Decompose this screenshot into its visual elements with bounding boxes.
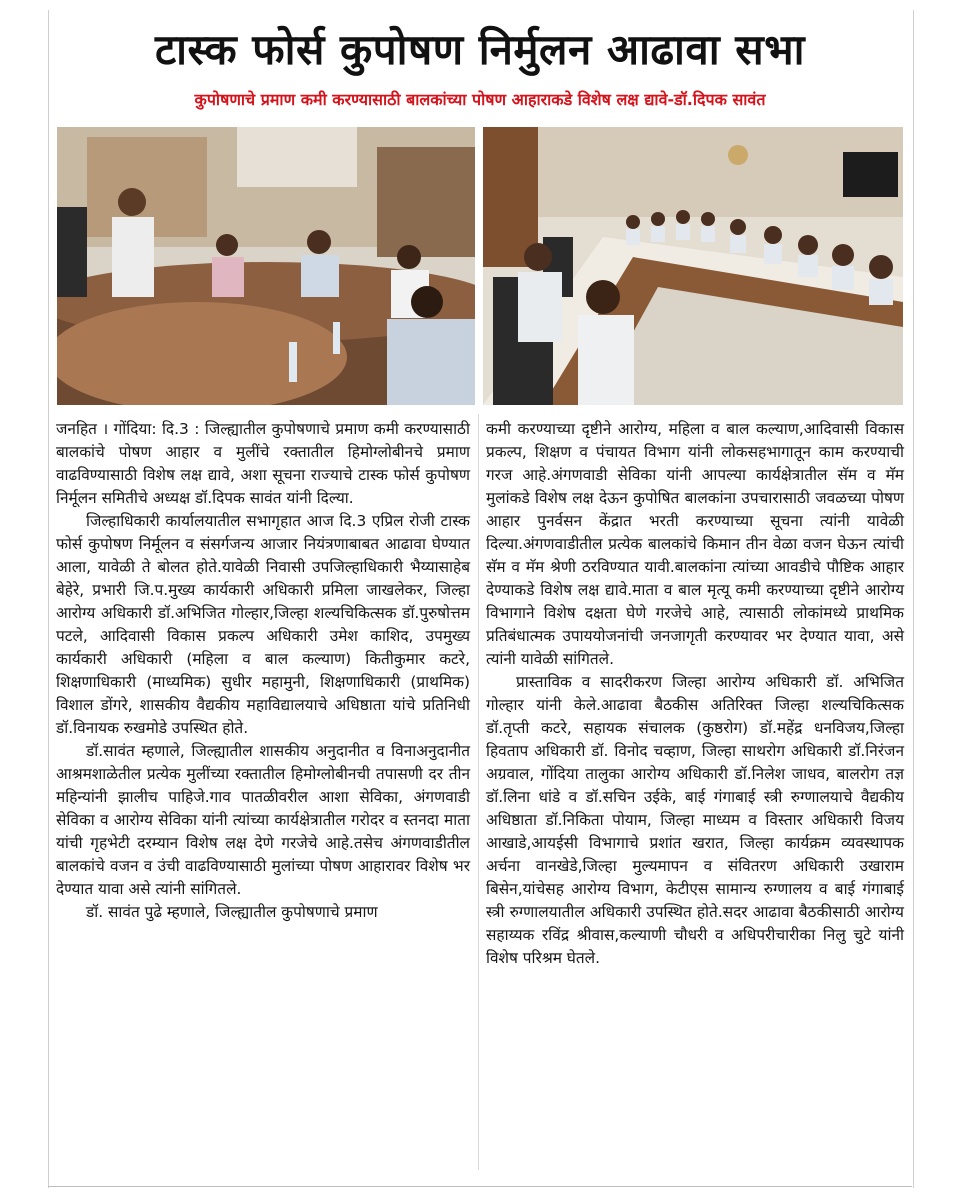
conference-hall-photo (483, 127, 903, 405)
article-column-left (56, 418, 470, 924)
meeting-photo (57, 127, 475, 405)
conference-hall-photo-icon (483, 127, 903, 405)
paragraph: कमी करण्याच्या दृष्टीने आरोग्य, महिला व बाल कल्याण,आदिवासी विकास प्रकल्प, शिक्षण व पंचायत विभाग यांनी लोकसहभागातून काम करण्याची गरज आहे.अंगणवाडी सेविका यांनी आपल्या कार्यक्षेत्रातील सॅम व मॅम मुलांकडे विशेष लक्ष देऊन कुपोषित बालकांना उपचारासाठी जवळच्या पोषण आहार पुनर्वसन केंद्रात भरती करण्याच्या सूचना त्यांनी यावेळी दिल्या.अंगणवाडीतील प्रत्येक बालकांचे किमान तीन वेळा वजन घेऊन त्यांची सॅम व मॅम श्रेणी ठरविण्यात यावी.बालकांना त्यांच्या आवडीचे पौष्टिक आहार देण्याकडे विशेष लक्ष द्यावे.माता व बाल मृत्यू कमी करण्याच्या दृष्टीने आरोग्य विभागाने विशेष दक्षता घेणे गरजेचे आहे, त्यासाठी लोकांमध्ये प्राथमिक प्रतिबंधात्मक उपाययोजनांची जनजागृती करण्यावर भर देण्यात यावा, असे त्यांनी यावेळी सांगितले. (486, 420, 904, 668)
meeting-photo-icon (57, 127, 475, 405)
bottom-rule (48, 1186, 912, 1187)
article-column-right (486, 418, 904, 970)
paragraph: जनहित । गोंदिया: दि.3 : जिल्ह्यातील कुपोषणाचे प्रमाण कमी करण्यासाठी बालकांचे पोषण आहार व मुलींचे रक्तातील हिमोग्लोबीनचे प्रमाण वाढविण्यासाठी विशेष लक्ष द्यावे, अशा सूचना राज्याचे टास्क फोर्स कुपोषण निर्मूलन समितीचे अध्यक्ष डॉ.दिपक सावंत यांनी दिल्या. (56, 420, 470, 507)
paragraph: डॉ.सावंत म्हणाले, जिल्ह्यातील शासकीय अनुदानीत व विनाअनुदानीत आश्रमशाळेतील प्रत्येक मुलींच्या रक्तातील हिमोग्लोबीनची तपासणी दर तीन महिन्यांनी झालीच पाहिजे.गाव पातळीवरील आशा सेविका, अंगणवाडी सेविका व आरोग्य सेविका यांनी त्यांच्या कार्यक्षेत्रातील गरोदर व स्तनदा माता यांची गृहभेटी दरम्यान विशेष लक्ष देणे गरजेचे आहे.तसेच अंगणवाडीतील बालकांचे वजन व उंची वाढविण्यासाठी मुलांच्या पोषण आहारावर विशेष भर देण्यात यावा असे त्यांनी सांगितले. (56, 742, 470, 898)
column-divider (478, 414, 479, 1170)
subheadline: कुपोषणाचे प्रमाण कमी करण्यासाठी बालकांच्या पोषण आहाराकडे विशेष लक्ष द्यावे-डॉ.दिपक सावंत (194, 90, 766, 109)
paragraph: प्रास्ताविक व सादरीकरण जिल्हा आरोग्य अधिकारी डॉ. अभिजित गोल्हार यांनी केले.आढावा बैठकीस अतिरिक्त जिल्हा शल्यचिकित्सक डॉ.तृप्ती कटरे, सहायक संचालक (कुष्ठरोग) डॉ.महेंद्र धनविजय,जिल्हा हिवताप अधिकारी डॉ. विनोद चव्हाण, जिल्हा साथरोग अधिकारी डॉ.निरंजन अग्रवाल, गोंदिया तालुका आरोग्य अधिकारी डॉ.निलेश जाधव, बालरोग तज्ञ डॉ.लिना धांडे व डॉ.सचिन उईके, बाई गंगाबाई स्त्री रुग्णालयाचे वैद्यकीय अधिष्ठाता डॉ.निकिता पोयाम, जिल्हा माध्यम व विस्तार अधिकारी विजय आखाडे,आयईसी विभागाचे प्रशांत खरात, जिल्हा कार्यक्रम व्यवस्थापक अर्चना वानखेडे,जिल्हा मुल्यमापन व संवितरण अधिकारी उखाराम बिसेन,यांचेसह आरोग्य विभाग, केटीएस सामान्य रुग्णालय व बाई गंगाबाई स्त्री रुग्णालयातील अधिकारी उपस्थित होते.सदर आढावा बैठकीसाठी आरोग्य सहाय्यक रविंद्र श्रीवास,कल्याणी चौधरी व अधिपरीचारीका निलु चुटे यांनी विशेष परिश्रम घेतले. (486, 673, 904, 967)
paragraph: डॉ. सावंत पुढे म्हणाले, जिल्ह्यातील कुपोषणाचे प्रमाण (86, 903, 378, 921)
paragraph: जिल्हाधिकारी कार्यालयातील सभागृहात आज दि.3 एप्रिल रोजी टास्क फोर्स कुपोषण निर्मूलन व संसर्गजन्य आजार नियंत्रणाबाबत आढावा घेण्यात आला, यावेळी ते बोलत होते.यावेळी निवासी उपजिल्हाधिकारी भैय्यासाहेब बेहेरे, प्रभारी जि.प.मुख्य कार्यकारी अधिकारी प्रमिला जाखलेकर, जिल्हा आरोग्य अधिकारी डॉ.अभिजित गोल्हार,जिल्हा शल्यचिकित्सक डॉ.पुरुषोत्तम पटले, आदिवासी विकास प्रकल्प अधिकारी उमेश काशिद, उपमुख्य कार्यकारी अधिकारी (महिला व बाल कल्याण) कितीकुमार कटरे, शिक्षणाधिकारी (माध्यमिक) सुधीर महामुनी, शिक्षणाधिकारी (प्राथमिक) विशाल डोंगरे, शासकीय वैद्यकीय महाविद्यालयाचे अधिष्ठाता यांचे प्रतिनिधी डॉ.विनायक रुखमोडे उपस्थित होते. (56, 512, 470, 737)
headline: टास्क फोर्स कुपोषण निर्मुलन आढावा सभा (154, 25, 806, 74)
